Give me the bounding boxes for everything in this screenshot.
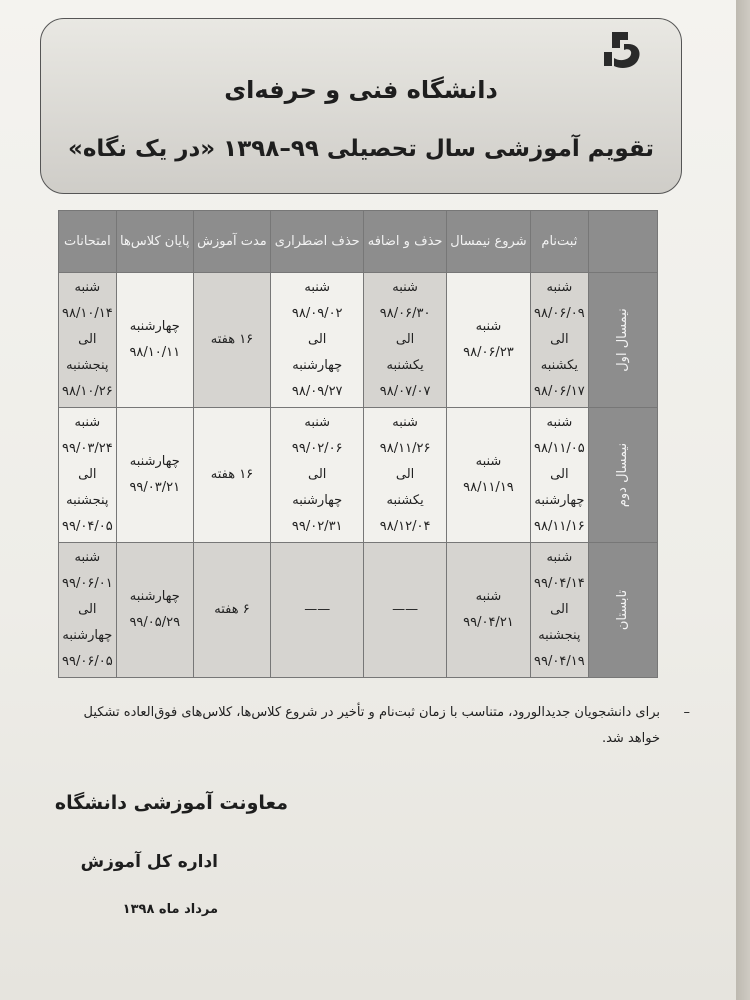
page-edge <box>736 0 750 1000</box>
row-label: نیمسال دوم <box>614 442 630 508</box>
emergency-drop-cell: شنبه ۹۹/۰۲/۰۶ الی چهارشنبه ۹۹/۰۲/۳۱ <box>271 408 364 543</box>
signature-office: معاونت آموزشی دانشگاه <box>54 792 288 814</box>
footnote <box>70 700 690 752</box>
class-end-cell: چهارشنبه ۹۸/۱۰/۱۱ <box>116 273 193 408</box>
emergency-drop-cell: شنبه ۹۸/۰۹/۰۲ الی چهارشنبه ۹۸/۰۹/۲۷ <box>271 273 364 408</box>
exams-cell: شنبه ۹۹/۰۶/۰۱ الی چهارشنبه ۹۹/۰۶/۰۵ <box>59 543 117 678</box>
row-label-cell <box>588 273 657 408</box>
row-label: تابستان <box>614 589 630 631</box>
add-drop-cell: شنبه ۹۸/۱۱/۲۶ الی یکشنبه ۹۸/۱۲/۰۴ <box>364 408 447 543</box>
column-header: شروع نیمسال <box>446 211 530 273</box>
academic-calendar-table <box>58 210 658 678</box>
column-header: ثبت‌نام <box>531 211 589 273</box>
add-drop-cell: شنبه ۹۸/۰۶/۳۰ الی یکشنبه ۹۸/۰۷/۰۷ <box>364 273 447 408</box>
page-subtitle: تقویم آموزشی سال تحصیلی ۹۹–۱۳۹۸ «در یک نگاه» <box>67 136 655 162</box>
signature-department: اداره کل آموزش <box>80 852 218 872</box>
table-row <box>59 273 658 408</box>
row-label-cell <box>588 408 657 543</box>
page-title: دانشگاه فنی و حرفه‌ای <box>224 76 498 104</box>
emergency-drop-cell: —— <box>271 543 364 678</box>
registration-cell: شنبه ۹۸/۰۶/۰۹ الی یکشنبه ۹۸/۰۶/۱۷ <box>531 273 589 408</box>
column-header: حذف اضطراری <box>271 211 364 273</box>
semester-start-cell: شنبه ۹۸/۱۱/۱۹ <box>446 408 530 543</box>
duration-cell: ۱۶ هفته <box>193 273 270 408</box>
exams-cell: شنبه ۹۹/۰۳/۲۴ الی پنجشنبه ۹۹/۰۴/۰۵ <box>59 408 117 543</box>
registration-cell: شنبه ۹۸/۱۱/۰۵ الی چهارشنبه ۹۸/۱۱/۱۶ <box>531 408 589 543</box>
footnote-dash: – <box>683 705 690 720</box>
corner-cell <box>588 211 657 273</box>
column-header: پایان کلاس‌ها <box>116 211 193 273</box>
semester-start-cell: شنبه ۹۹/۰۴/۲۱ <box>446 543 530 678</box>
duration-cell: ۱۶ هفته <box>193 408 270 543</box>
signature-date: مرداد ماه ۱۳۹۸ <box>122 902 218 917</box>
table-row <box>59 543 658 678</box>
column-header: حذف و اضافه <box>364 211 447 273</box>
row-label: نیمسال اول <box>614 308 630 372</box>
footnote-text: برای دانشجویان جدیدالورود، متناسب با زمان ثبت‌نام و تأخیر در شروع کلاس‌ها، کلاس‌های فوق‌العاده تشکیل خواهد شد. <box>83 705 660 746</box>
university-logo-icon <box>598 26 646 74</box>
add-drop-cell: —— <box>364 543 447 678</box>
class-end-cell: چهارشنبه ۹۹/۰۳/۲۱ <box>116 408 193 543</box>
row-label-cell <box>588 543 657 678</box>
column-header: امتحانات <box>59 211 117 273</box>
column-header: مدت آموزش <box>193 211 270 273</box>
class-end-cell: چهارشنبه ۹۹/۰۵/۲۹ <box>116 543 193 678</box>
table-header-row <box>59 211 658 273</box>
registration-cell: شنبه ۹۹/۰۴/۱۴ الی پنجشنبه ۹۹/۰۴/۱۹ <box>531 543 589 678</box>
duration-cell: ۶ هفته <box>193 543 270 678</box>
table-row <box>59 408 658 543</box>
semester-start-cell: شنبه ۹۸/۰۶/۲۳ <box>446 273 530 408</box>
exams-cell: شنبه ۹۸/۱۰/۱۴ الی پنجشنبه ۹۸/۱۰/۲۶ <box>59 273 117 408</box>
header-box <box>40 18 682 194</box>
